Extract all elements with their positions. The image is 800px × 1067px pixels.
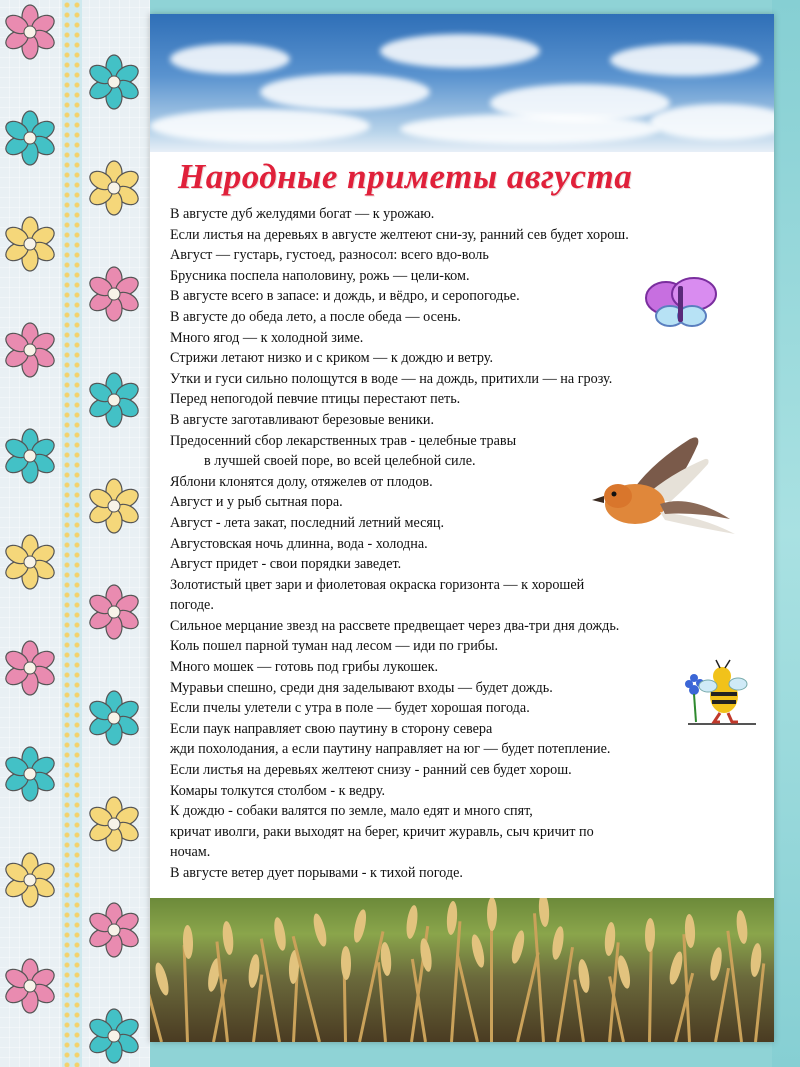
wheat-ear — [708, 946, 724, 981]
sky-image — [150, 14, 774, 152]
flower-icon — [86, 266, 142, 322]
wheat-ear — [405, 904, 420, 939]
omen-line: Если листья на деревьях желтеют снизу - ранний сев будет хорош. — [170, 762, 572, 779]
wheat-ear — [311, 912, 329, 947]
omen-line: Если паук направляет свою паутину в сторону севера — [170, 720, 493, 737]
flower-icon — [2, 640, 58, 696]
omen-line: Август придет - свои порядки заведет. — [170, 556, 402, 573]
omen-line: Август — густарь, густоед, разносол: всего вдо-воль — [170, 247, 489, 264]
wheat-ear — [509, 929, 526, 964]
omen-line: К дождю - собаки валятся по земле, мало едят и много спят, — [170, 803, 533, 820]
omen-line: Если пчелы улетели с утра в поле — будет хорошая погода. — [170, 700, 530, 717]
flower-icon — [86, 160, 142, 216]
wheat-stalk — [726, 931, 743, 1042]
wheat-ear — [446, 901, 458, 936]
wheat-stalk — [490, 917, 493, 1042]
omen-line: Золотистый цвет зари и фиолетовая окраска горизонта — к хорошей — [170, 576, 585, 593]
wheat-ear — [538, 898, 550, 927]
content-card — [150, 14, 774, 1042]
dotted-ribbon — [62, 0, 82, 1067]
butterfly-icon — [644, 276, 720, 332]
wheat-ear — [221, 921, 234, 956]
bird-icon — [590, 424, 740, 539]
flower-icon — [2, 958, 58, 1014]
wheat-ear — [380, 942, 393, 977]
wheat-ear — [352, 908, 369, 943]
flower-icon — [86, 372, 142, 428]
flower-icon — [86, 690, 142, 746]
flower-icon — [2, 746, 58, 802]
omen-line: Перед непогодой певчие птицы перестают петь. — [170, 391, 461, 408]
wheat-ear — [645, 918, 656, 952]
flower-icon — [86, 1008, 142, 1064]
omen-line: В августе дуб желудями богат — к урожаю. — [170, 206, 435, 222]
wheat-stalk — [556, 947, 574, 1042]
omen-line: Утки и гуси сильно полощутся в воде — на дождь, притихли — на грозу. — [170, 370, 613, 387]
omen-line: Август - лета закат, последний летний месяц. — [170, 514, 445, 531]
right-border-strip — [772, 0, 800, 1067]
omen-line: Брусника поспела наполовину, рожь — цели-ком. — [170, 267, 470, 284]
omen-line: Много ягод — к холодной зиме. — [170, 329, 364, 346]
wheat-ear — [153, 961, 171, 996]
flower-icon — [2, 852, 58, 908]
omen-line: Коль пошел парной туман над лесом — иди по грибы. — [170, 638, 499, 655]
wheat-stalk — [456, 956, 479, 1042]
omen-line: Стрижи летают низко и с криком — к дождю и ветру. — [170, 350, 494, 367]
omen-line: погоде. — [170, 597, 214, 614]
flower-icon — [2, 4, 58, 60]
wheat-stalk — [648, 938, 653, 1042]
omen-line: в лучшей своей поре, во всей целебной силе. — [204, 453, 476, 470]
wheat-ear — [667, 950, 685, 985]
omen-line: В августе всего в запасе: и дождь, и вёдро, и серопогодье. — [170, 288, 520, 305]
flower-icon — [2, 216, 58, 272]
omen-line: Сильное мерцание звезд на рассвете предвещает через два-три дня дождь. — [170, 617, 620, 634]
wheat-ear — [604, 922, 617, 957]
flower-icon — [86, 902, 142, 958]
flower-icon — [2, 534, 58, 590]
flower-icon — [2, 428, 58, 484]
wheat-stalk — [260, 938, 281, 1042]
wheat-stalk — [714, 968, 730, 1042]
omen-line: Августовская ночь длинна, вода - холодна. — [170, 535, 428, 552]
omen-line: Муравьи спешно, среди дня заделывают входы — будет дождь. — [170, 679, 553, 696]
wheat-ear — [487, 898, 497, 931]
wheat-ear — [550, 925, 565, 960]
wheat-field-image — [150, 898, 774, 1042]
flower-icon — [2, 322, 58, 378]
omen-line: кричат иволги, раки выходят на берег, кричит журавль, сыч кричит по — [170, 823, 594, 840]
flower-icon — [86, 584, 142, 640]
wheat-ear — [616, 954, 633, 989]
wheat-ear — [182, 925, 193, 959]
wheat-stalk — [150, 984, 163, 1042]
wheat-stalk — [533, 913, 545, 1042]
wheat-stalk — [183, 945, 189, 1042]
wheat-ear — [341, 946, 352, 980]
flower-icon — [86, 478, 142, 534]
flower-icon — [86, 54, 142, 110]
bee-icon — [680, 656, 760, 728]
omen-line: Комары толкутся столбом - к ведру. — [170, 782, 386, 799]
wheat-ear — [735, 910, 749, 945]
wheat-ear — [469, 933, 486, 968]
omen-line: ночам. — [170, 844, 211, 861]
omen-line: Август и у рыб сытная пора. — [170, 494, 343, 511]
omen-line: В августе заготавливают березовые веники. — [170, 411, 435, 428]
omen-line: Много мошек — готовь под грибы лукошек. — [170, 659, 439, 676]
omen-line: Яблони клонятся долу, отяжелев от плодов. — [170, 473, 433, 490]
flower-icon — [2, 110, 58, 166]
wheat-ear — [577, 958, 592, 993]
page-title: Народные приметы августа — [178, 157, 633, 196]
wheat-stalk — [450, 921, 461, 1042]
omen-line: В августе ветер дует порывами - к тихой погоде. — [170, 865, 463, 881]
wheat-ear — [684, 914, 696, 948]
wheat-ear — [272, 916, 288, 951]
omen-line: жди похолодания, а если паутину направляет на юг — будет потепление. — [170, 741, 611, 758]
flower-icon — [86, 796, 142, 852]
omen-line: Предосенний сбор лекарственных трав - целебные травы — [170, 432, 517, 449]
omen-line: В августе до обеда лето, а после обеда — осень. — [170, 308, 461, 325]
omen-line: Если листья на деревьях в августе желтеют сни-зу, ранний сев будет хорош. — [170, 226, 629, 243]
